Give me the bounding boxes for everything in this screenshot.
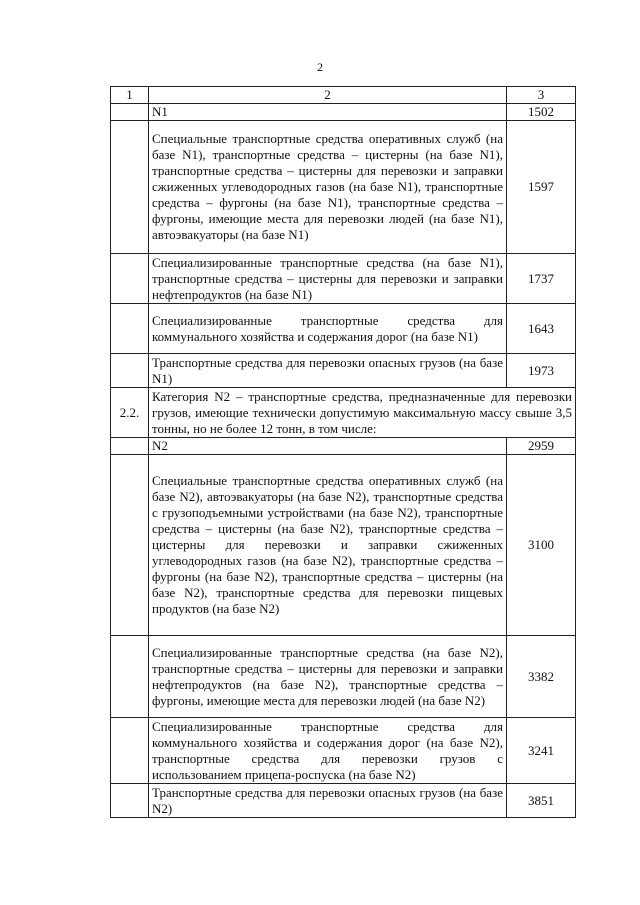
table-row	[111, 254, 576, 304]
table-row	[111, 354, 576, 388]
row-description: Специальные транспортные средства оперативных служб (на базе N2), автоэвакуаторы (на базе N2), транспортные средства с грузоподъемными устройствами (на базе N2), транспортные средства – цистерны (на базе N2), транспортные средства – цистерны для перевозки и заправки сжиженных углеводородных газов (на базе N2), транспортные средства – фургоны (на базе N2), транспортные средства – цистерны (на базе N2), транспортные средства для перевозки пищевых продуктов (на базе N2)	[149, 455, 507, 636]
row-description: Специализированные транспортные средства для коммунального хозяйства и содержания дорог (на базе N1)	[149, 304, 507, 354]
row-number	[111, 718, 149, 784]
table-row	[111, 304, 576, 354]
table-row	[111, 438, 576, 455]
table-row	[111, 104, 576, 121]
row-number	[111, 121, 149, 254]
row-value: 3382	[507, 636, 576, 718]
tariff-table	[110, 86, 576, 818]
table-row	[111, 784, 576, 818]
table-row	[111, 636, 576, 718]
row-value: 1502	[507, 104, 576, 121]
row-number: 2.2.	[111, 388, 149, 438]
row-description: Специализированные транспортные средства (на базе N2), транспортные средства – цистерны для перевозки и заправки нефтепродуктов (на базе N2), транспортные средства – фургоны, имеющие места для перевозки людей (на базе N2)	[149, 636, 507, 718]
row-value: 3851	[507, 784, 576, 818]
row-number	[111, 254, 149, 304]
header-col-2: 2	[149, 87, 507, 104]
page-number: 2	[317, 60, 323, 74]
row-number	[111, 304, 149, 354]
row-value: 1597	[507, 121, 576, 254]
table-header-row	[111, 87, 576, 104]
row-description: Транспортные средства для перевозки опасных грузов (на базе N2)	[149, 784, 507, 818]
row-description: N1	[149, 104, 507, 121]
row-number	[111, 104, 149, 121]
row-description: Категория N2 – транспортные средства, предназначенные для перевозки грузов, имеющие технически допустимую максимальную массу свыше 3,5 тонны, но не более 12 тонн, в том числе:	[149, 388, 576, 438]
row-value: 3241	[507, 718, 576, 784]
table-row	[111, 455, 576, 636]
header-col-3: 3	[507, 87, 576, 104]
row-number	[111, 784, 149, 818]
row-value: 1737	[507, 254, 576, 304]
table-row-category	[111, 388, 576, 438]
row-description: Специализированные транспортные средства (на базе N1), транспортные средства – цистерны для перевозки и заправки нефтепродуктов (на базе N1)	[149, 254, 507, 304]
row-number	[111, 455, 149, 636]
row-number	[111, 354, 149, 388]
row-number	[111, 636, 149, 718]
row-value: 2959	[507, 438, 576, 455]
row-description: Специальные транспортные средства оперативных служб (на базе N1), транспортные средства – цистерны (на базе N1), транспортные средства – цистерны для перевозки и заправки сжиженных углеводородных газов (на базе N1), транспортные средства – фургоны (на базе N1), транспортные средства – фургоны, имеющие места для перевозки людей (на базе N1), автоэвакуаторы (на базе N1)	[149, 121, 507, 254]
row-value: 3100	[507, 455, 576, 636]
row-description: Специализированные транспортные средства для коммунального хозяйства и содержания дорог (на базе N2), транспортные средства для перевозки грузов с использованием прицепа-роспуска (на базе N2)	[149, 718, 507, 784]
row-value: 1643	[507, 304, 576, 354]
row-value: 1973	[507, 354, 576, 388]
row-number	[111, 438, 149, 455]
row-description: N2	[149, 438, 507, 455]
header-col-1: 1	[111, 87, 149, 104]
row-description: Транспортные средства для перевозки опасных грузов (на базе N1)	[149, 354, 507, 388]
table-row	[111, 718, 576, 784]
table-row	[111, 121, 576, 254]
